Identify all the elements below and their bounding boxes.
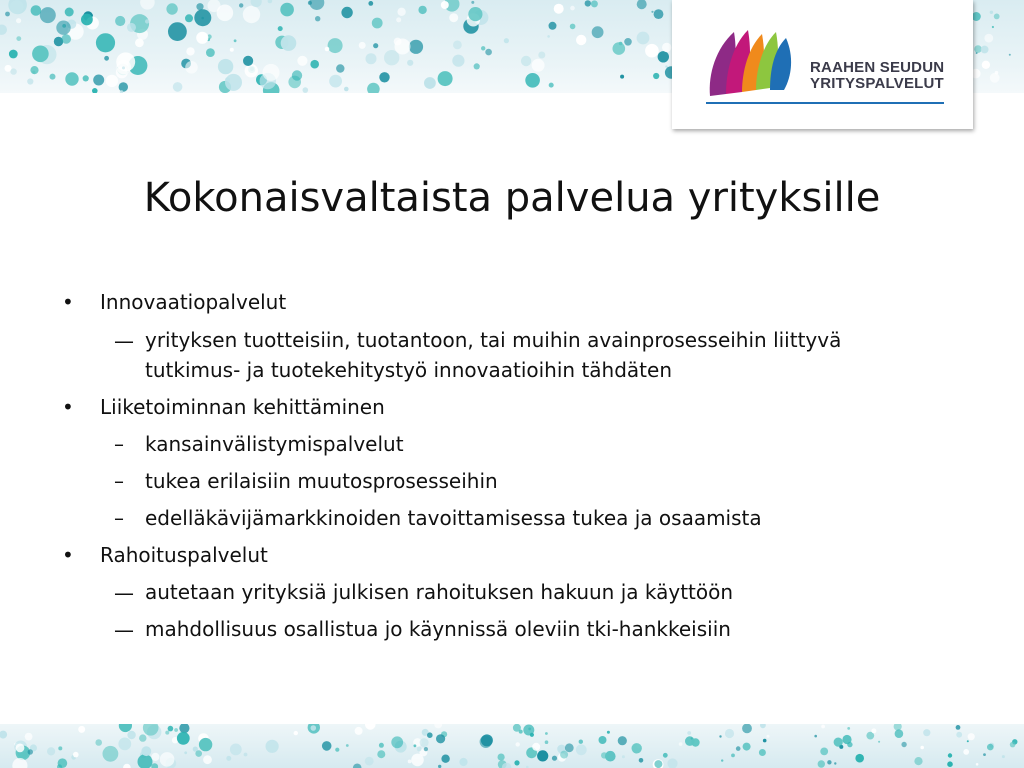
bullet-liiketoiminnan-kehittaminen: Liiketoiminnan kehittäminen bbox=[100, 395, 385, 419]
bullet-marker: • bbox=[62, 395, 74, 419]
subitem-rahoitus-1: autetaan yrityksiä julkisen rahoituksen hakuun ja käyttöön bbox=[145, 580, 734, 604]
bullet-marker: • bbox=[62, 290, 74, 314]
subitem-muutosprosessit: tukea erilaisiin muutosprosesseihin bbox=[145, 469, 498, 493]
dash-marker: — bbox=[114, 581, 134, 605]
dash-marker: – bbox=[114, 506, 124, 530]
subitem-innovaatio-1: yrityksen tuotteisiin, tuotantoon, tai muihin avainprosesseihin liittyvä bbox=[145, 328, 842, 352]
slide-title: Kokonaisvaltaista palvelua yrityksille bbox=[143, 175, 881, 221]
dash-marker: — bbox=[114, 329, 134, 353]
bullet-marker: • bbox=[62, 543, 74, 567]
bullet-innovaatiopalvelut: Innovaatiopalvelut bbox=[100, 290, 287, 314]
logo-line-1: RAAHEN SEUDUN bbox=[810, 59, 945, 76]
logo-line-2: YRITYSPALVELUT bbox=[810, 75, 944, 92]
dash-marker: – bbox=[114, 432, 124, 456]
subitem-rahoitus-2: mahdollisuus osallistua jo käynnissä oleviin tki-hankkeisiin bbox=[145, 617, 731, 641]
subitem-kansainvalistymis: kansainvälistymispalvelut bbox=[145, 432, 404, 456]
dash-marker: — bbox=[114, 618, 134, 642]
subitem-innovaatio-1-cont: tutkimus- ja tuotekehitystyö innovaatioihin tähdäten bbox=[145, 358, 672, 382]
bullet-rahoituspalvelut: Rahoituspalvelut bbox=[100, 543, 268, 567]
dash-marker: – bbox=[114, 469, 124, 493]
subitem-edellakavija: edelläkävijämarkkinoiden tavoittamisessa tukea ja osaamista bbox=[145, 506, 762, 530]
